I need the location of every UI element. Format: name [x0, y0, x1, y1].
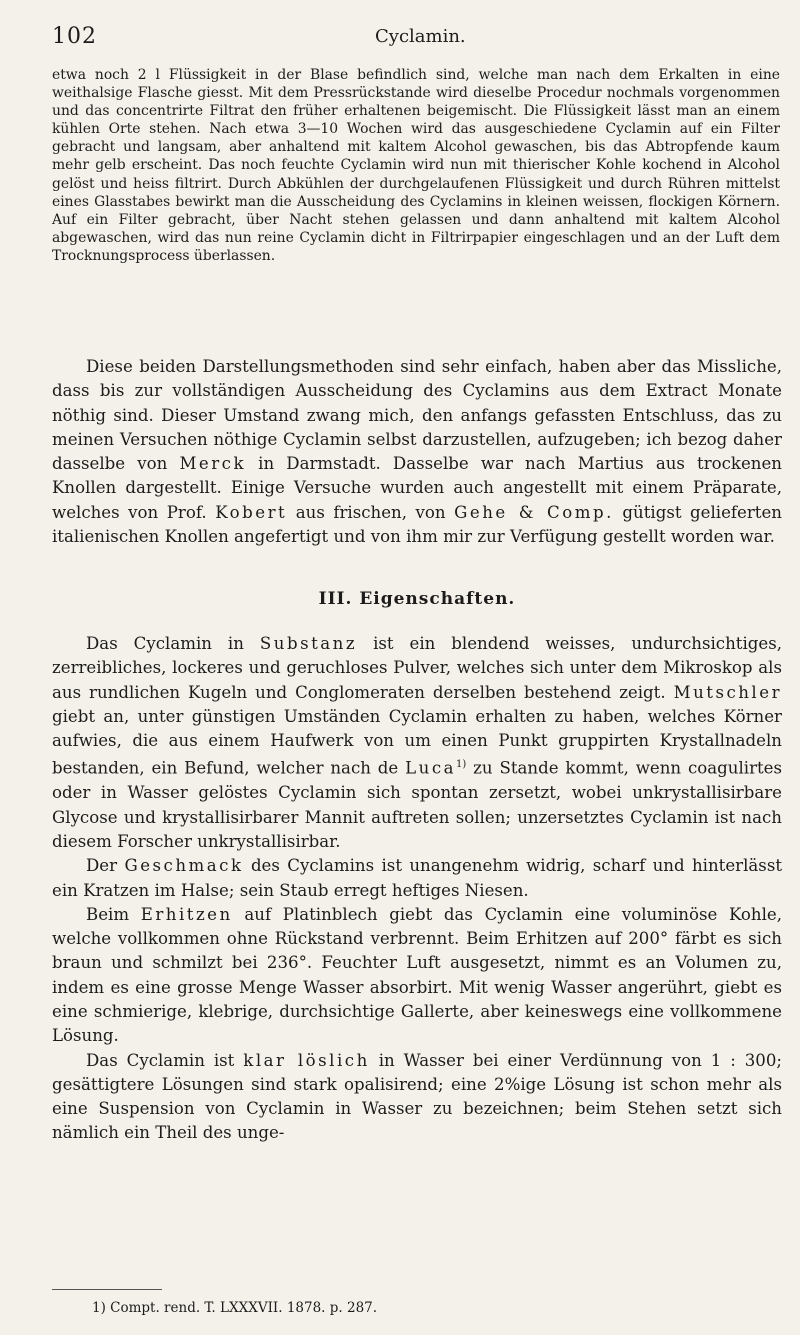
page-number: 102 [52, 24, 97, 49]
name-luca: Luca [405, 759, 457, 779]
p1-text-a: Diese beiden Darstellungsmethoden sind sehr einfach, haben aber das Missliche, dass bis zur vollständigen Ausscheidung des Cyclamins aus dem Extract Monate nöthig sind. Dieser Umstand zwang mich, den anfangs gefassten Entschluss, das zu meinen Versuchen nöthige Cyclamin selbst darzustellen, aufzugeben; ich bezog daher dasselbe von [52, 357, 782, 474]
p2-text-a: Das Cyclamin in [86, 634, 244, 653]
p5-text-a: Das Cyclamin ist [86, 1050, 235, 1070]
name-merck: Merck [179, 454, 247, 474]
footnote-divider [52, 1289, 162, 1290]
p1-text-d: gütigst gelieferten italienischen Knollen angefertigt und von ihm mir zur Verfügung gestellt worden war. [52, 502, 782, 547]
p3-text-b: des Cyclamins ist unangenehm widrig, scharf und hinterlässt ein Kratzen im Halse; sein Staub erregt heftiges Niesen. [52, 856, 783, 900]
p2-text-d: zu Stande kommt, wenn coagulirtes oder in Wasser gelöstes Cyclamin sich spontan zersetzt, wobei unkrystallisirbare Glycose und krystallisirbarer Mannit auftreten sollen; unzersetztes Cyclamin ist nach diesem Forscher unkrystallisirbar. [52, 759, 783, 851]
p5-text-b: in Wasser bei einer Verdünnung von 1 : 300; gesättigtere Lösungen sind stark opalisirend; eine 2%ige Lösung ist schon mehr als eine Suspension von Cyclamin in Wasser zu bezeichnen; beim Stehen setzt sich nämlich ein Theil des unge- [52, 1050, 782, 1143]
p1-text-b: in Darmstadt. Dasselbe war nach Martius aus trockenen Knollen dargestellt. Einige Versuche wurden auch angestellt mit einem Präparate, welches von Prof. [52, 454, 782, 522]
paragraph-substance [52, 632, 782, 1146]
footnote: 1) Compt. rend. T. LXXXVII. 1878. p. 287. [92, 1300, 378, 1316]
p3-text-a: Der [86, 856, 118, 876]
running-title: Cyclamin. [375, 26, 466, 47]
p4-text-b: auf Platinblech giebt das Cyclamin eine voluminöse Kohle, welche vollkommen ohne Rückstand verbrennt. Beim Erhitzen auf 200° färbt es sich braun und schmilzt bei 236°. Feuchter Luft ausgesetzt, nimmt es an Volumen zu, indem es eine grosse Menge Wasser absorbirt. Mit wenig Wasser angerührt, giebt es eine schmierige, klebrige, durchsichtige Gallerte, aber keineswegs eine vollkommene Lösung. [52, 904, 782, 1046]
p4-text-a: Beim [86, 904, 130, 924]
p1-text-c: aus frischen, von [295, 502, 446, 522]
term-erhitzen: Erhitzen [140, 904, 233, 924]
paragraph-methods [52, 355, 782, 549]
intro-paragraph: etwa noch 2 l Flüssigkeit in der Blase befindlich sind, welche man nach dem Erkalten in eine weithalsige Flasche giesst. Mit dem Pressrückstande wird dieselbe Procedur nochmals vorgenommen und das concentrirte Filtrat den früher erhaltenen beigemischt. Die Flüssigkeit lässt man an einem kühlen Orte stehen. Nach etwa 3—10 Wochen wird das ausgeschiedene Cyclamin auf ein Filter gebracht und langsam, aber anhaltend mit kaltem Alcohol gewaschen, bis das Abtropfende kaum mehr gelb erscheint. Das noch feuchte Cyclamin wird nun mit thierischer Kohle kochend in Alcohol gelöst und heiss filtrirt. Durch Abkühlen der durchgelaufenen Flüssigkeit und durch Rühren mittelst eines Glasstabes bewirkt man die Ausscheidung des Cyclamins in kleinen weissen, flockigen Körnern. Auf ein Filter gebracht, über Nacht stehen gelassen und dann anhaltend mit kaltem Alcohol abgewaschen, wird das nun reine Cyclamin dicht in Filtrirpapier eingeschlagen und an der Luft dem Trocknungsprocess überlassen. [52, 67, 780, 264]
term-geschmack: Geschmack [124, 856, 244, 876]
p2-text-b: ist ein blendend weisses, undurchsichtiges, zerreibliches, lockeres und geruchloses Pulver, welches sich unter dem Mikroskop als aus rundlichen Kugeln und Conglomeraten derselben bestehend zeigt. [52, 634, 782, 702]
term-klar-loeslich: klar löslich [243, 1050, 370, 1070]
name-gehe: Gehe & Comp. [454, 502, 614, 522]
term-substanz: Substanz [259, 634, 358, 653]
name-kobert: Kobert [215, 502, 288, 522]
name-mutschler: Mutschler [673, 682, 782, 702]
p2-text-c: giebt an, unter günstigen Umständen Cyclamin erhalten zu haben, welches Körner aufwies, die aus einem Haufwerk von um einen Punkt gruppirten Krystallnadeln bestanden, ein Befund, welcher nach de [52, 706, 782, 779]
section-heading: III. Eigenschaften. [318, 589, 516, 609]
page-header [52, 24, 782, 54]
footnote-ref: 1) [456, 759, 467, 771]
